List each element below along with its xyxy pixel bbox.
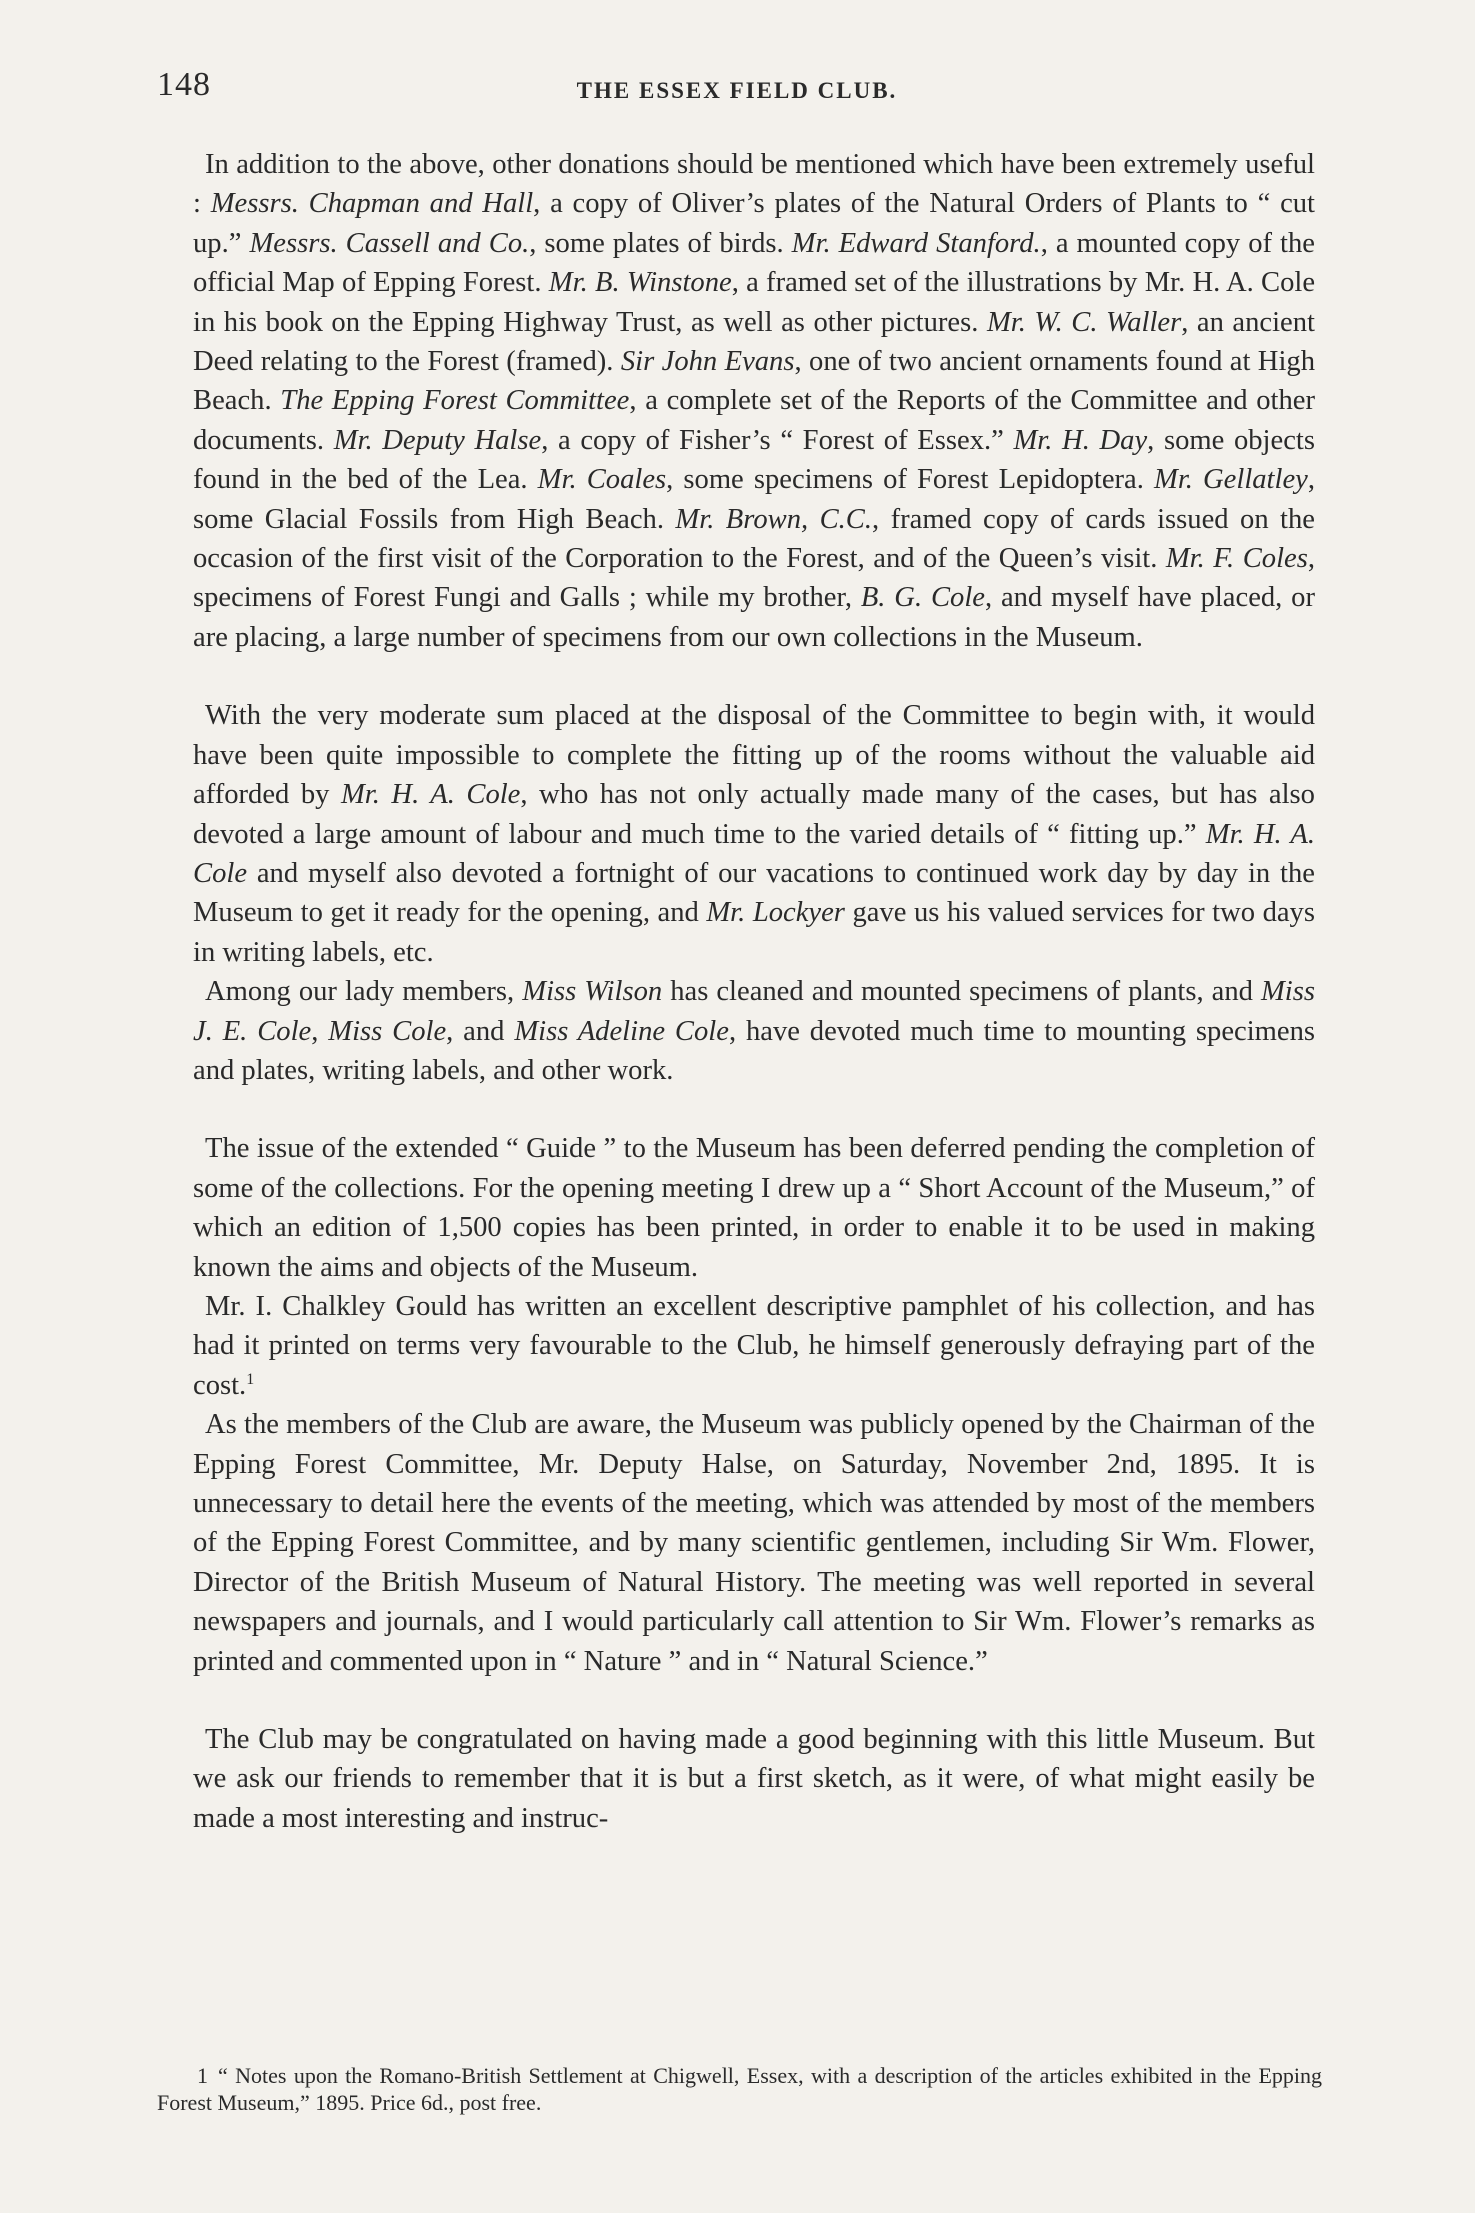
- text-run: , and myself have placed, or are placing, a large number of specimens from our own collections in the Museum.: [193, 582, 1315, 653]
- italic-name: Mr. B. Winstone: [548, 267, 732, 299]
- italic-name: Mr. H. A. Cole: [340, 779, 521, 811]
- footnote: [157, 2062, 1322, 2116]
- text-run: and myself also devoted a fortnight of our vacations to continued work day by day in the Museum to get it ready for the opening, and: [193, 857, 1315, 929]
- italic-name: Miss J. E. Cole: [193, 976, 1315, 1047]
- italic-name: Miss Wilson: [522, 976, 663, 1008]
- body-text: [193, 145, 1315, 1838]
- text-run: The issue of the extended “ Guide ” to the Museum has been deferred pending the completion of some of the collections. For the opening meeting I drew up a “ Short Account of the Museum,” of which an edition of 1,500 copies has been printed, in order to enable it to be used in making known the aims and objects of the Museum.: [193, 1133, 1315, 1283]
- paragraph: [193, 1287, 1315, 1405]
- italic-name: Messrs. Cassell and Co.: [249, 227, 530, 259]
- italic-name: Mr. Lockyer: [706, 897, 845, 929]
- italic-name: Mr. F. Coles: [1165, 543, 1308, 575]
- text-run: In addition to the above, other donations should be mentioned which have been extremely useful :: [193, 149, 1315, 220]
- italic-name: Messrs. Chapman and Hall: [210, 188, 534, 220]
- footnote-text: “ Notes upon the Romano-British Settlement at Chigwell, Essex, with a description of the articles exhibited in the Epping Forest Museum,” 1895. Price 6d., post free.: [157, 2063, 1322, 2115]
- text-run: The Club may be congratulated on having made a good beginning with this little Museum. But we ask our friends to remember that it is but a first sketch, as it were, of what might easily be made a most interesting and instruc-: [193, 1724, 1315, 1834]
- text-run: As the members of the Club are aware, the Museum was publicly opened by the Chairman of the Epping Forest Committee, Mr. Deputy Halse, on Saturday, November 2nd, 1895. It is unnecessary to detail here the events of the meeting, which was attended by most of the members of the Epping Forest Committee, and by many scientific gentlemen, including Sir Wm. Flower, Director of the British Museum of Natural History. The meeting was well reported in several newspapers and journals, and I would particularly call attention to Sir Wm. Flower’s remarks as printed and commented upon in “ Nature ” and in “ Natural Science.”: [193, 1409, 1315, 1677]
- italic-name: Sir John Evans: [620, 346, 795, 378]
- text-run: With the very moderate sum placed at the disposal of the Committee to begin with, it would have been quite impossible to complete the fitting up of the rooms without the valuable aid afforded by: [193, 700, 1315, 811]
- italic-name: B. G. Cole: [860, 582, 985, 614]
- italic-name: The Epping Forest Committee: [280, 385, 630, 417]
- text-run: , a copy of Oliver’s plates of the Natural Orders of Plants to “ cut up.”: [193, 188, 1316, 259]
- text-run: gave us his valued services for two days in writing labels, etc.: [193, 897, 1315, 968]
- italic-name: Miss Adeline Cole: [514, 1015, 729, 1047]
- text-run: Mr. I. Chalkley Gould has written an excellent descriptive pamphlet of his collection, and has had it printed on terms very favourable to the Club, he himself generously defraying part of the cost.: [193, 1290, 1315, 1401]
- paragraph: [193, 972, 1315, 1090]
- italic-name: Mr. H. A. Cole: [193, 818, 1316, 889]
- text-run: , one of two ancient ornaments found at High Beach.: [193, 346, 1315, 417]
- paragraph: [193, 1405, 1315, 1681]
- text-run: , a complete set of the Reports of the Committee and other documents.: [193, 385, 1315, 456]
- italic-name: Mr. Deputy Halse: [333, 424, 542, 456]
- paragraph: [193, 1720, 1315, 1838]
- text-run: , an ancient Deed relating to the Forest (framed).: [193, 306, 1315, 378]
- text-run: , a framed set of the illustrations by Mr. H. A. Cole in his book on the Epping Highway Trust, as well as other pictures.: [193, 267, 1316, 338]
- text-run: ,: [311, 1015, 329, 1047]
- italic-name: Mr. Brown, C.C.: [675, 503, 873, 535]
- italic-name: Mr. H. Day: [1013, 424, 1148, 456]
- text-run: , who has not only actually made many of the cases, but has also devoted a large amount of labour and much time to the varied details of “ fitting up.”: [193, 779, 1315, 850]
- text-run: Among our lady members,: [205, 976, 523, 1008]
- text-run: , specimens of Forest Fungi and Galls ; while my brother,: [193, 543, 1315, 614]
- italic-name: Mr. Coales: [537, 464, 667, 496]
- page-number: 148: [157, 66, 211, 103]
- text-run: , have devoted much time to mounting specimens and plates, writing labels, and other work.: [193, 1015, 1316, 1086]
- text-run: , and: [446, 1015, 515, 1047]
- text-run: , some plates of birds.: [529, 227, 792, 259]
- page-header: [157, 66, 1317, 116]
- paragraph: [193, 696, 1315, 972]
- running-head: THE ESSEX FIELD CLUB.: [576, 78, 898, 103]
- text-run: , a copy of Fisher’s “ Forest of Essex.”: [541, 424, 1014, 456]
- italic-name: Mr. Edward Stanford.: [791, 227, 1041, 259]
- italic-name: Miss Cole: [328, 1015, 447, 1047]
- text-run: has cleaned and mounted specimens of plants, and: [662, 976, 1261, 1008]
- paragraph: [193, 145, 1315, 657]
- text-run: , framed copy of cards issued on the occasion of the first visit of the Corporation to the Forest, and of the Queen’s visit.: [193, 503, 1315, 575]
- paragraph: [193, 1129, 1315, 1287]
- text-run: , some specimens of Forest Lepidoptera.: [666, 464, 1154, 496]
- italic-name: Mr. W. C. Waller: [986, 306, 1182, 338]
- text-run: , a mounted copy of the official Map of Epping Forest.: [193, 227, 1315, 299]
- footnote-reference: 1: [246, 1370, 255, 1388]
- footnote-mark: 1: [197, 2063, 208, 2088]
- text-run: , some objects found in the bed of the Lea.: [193, 424, 1315, 496]
- text-run: , some Glacial Fossils from High Beach.: [193, 464, 1315, 535]
- italic-name: Mr. Gellatley: [1154, 464, 1308, 496]
